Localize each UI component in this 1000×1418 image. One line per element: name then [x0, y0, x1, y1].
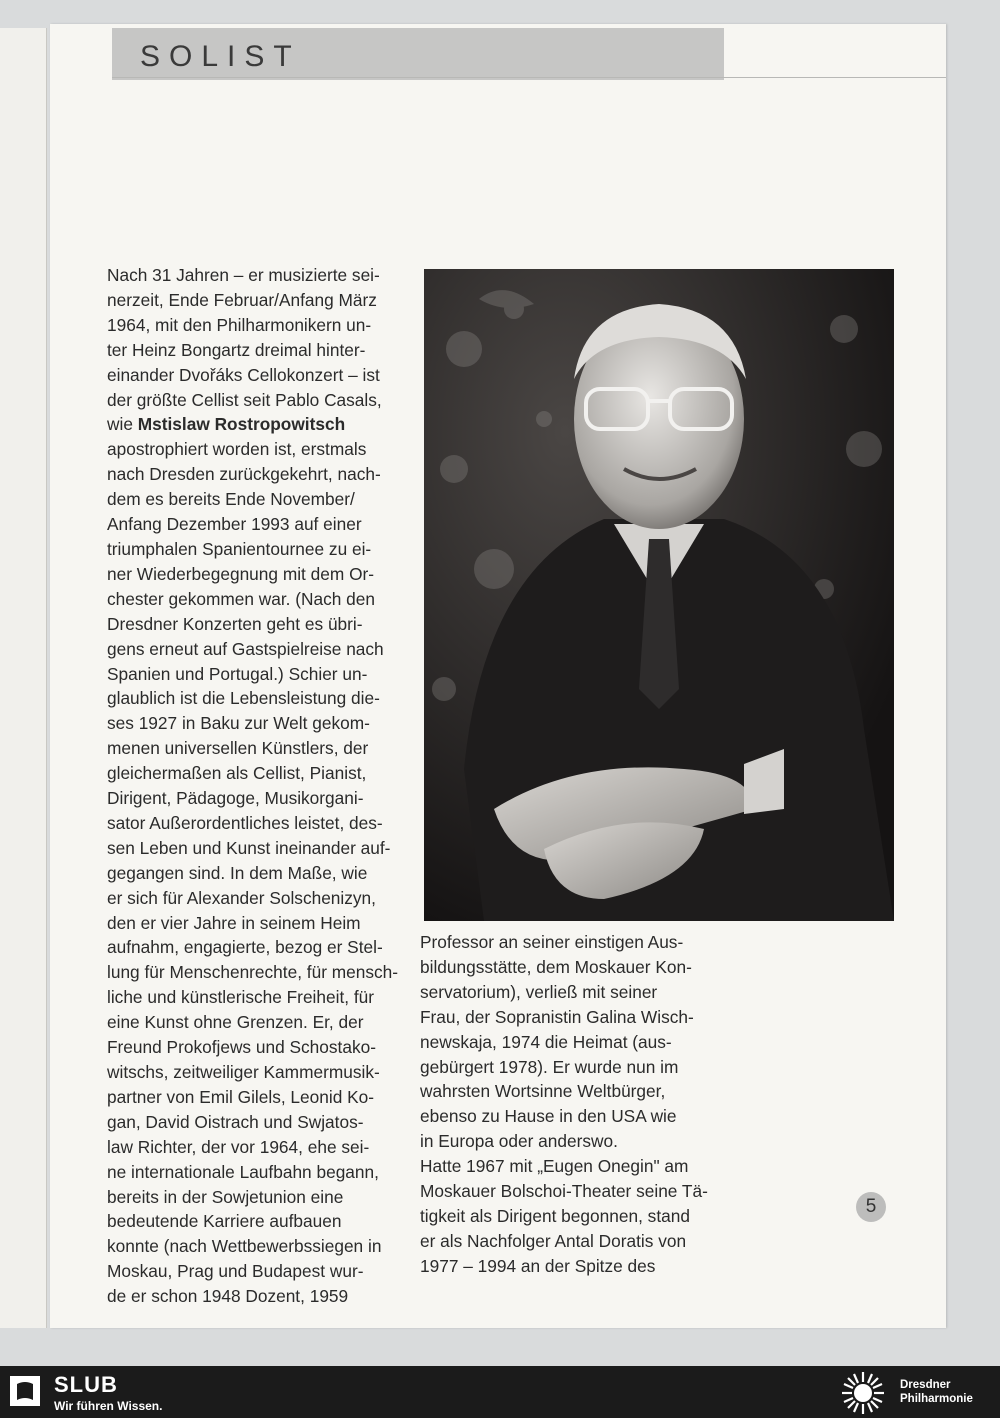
- text-line: Moskau, Prag und Budapest wur-: [107, 1261, 364, 1282]
- text-line: konnte (nach Wettbewerbssiegen in: [107, 1236, 382, 1257]
- portrait-illustration: [424, 269, 894, 921]
- text-line: Spanien und Portugal.) Schier un-: [107, 663, 368, 684]
- text-line: Freund Prokofjews und Schostako-: [107, 1037, 376, 1058]
- text-line: law Richter, der vor 1964, ehe sei-: [107, 1136, 370, 1157]
- text-line: tigkeit als Dirigent begonnen, stand: [420, 1205, 690, 1226]
- text-line: 1977 – 1994 an der Spitze des: [420, 1255, 656, 1276]
- text-line: bedeutende Karriere aufbauen: [107, 1211, 342, 1232]
- text-line: er als Nachfolger Antal Doratis von: [420, 1230, 687, 1251]
- text-line: gegangen sind. In dem Maße, wie: [107, 862, 368, 883]
- text-line: gan, David Oistrach und Swjatos-: [107, 1111, 364, 1132]
- text-line: chester gekommen war. (Nach den: [107, 588, 375, 609]
- text-line: dem es bereits Ende November/: [107, 489, 355, 510]
- header-rule: [112, 77, 946, 78]
- text-line: witschs, zeitweiliger Kammermusik-: [107, 1062, 380, 1082]
- text-line: Frau, der Sopranistin Galina Wisch-: [420, 1006, 694, 1027]
- text-line: lung für Menschenrechte, für mensch-: [107, 962, 399, 983]
- text-line: [107, 412, 401, 437]
- text-line: aufnahm, engagierte, bezog er Stel-: [107, 937, 383, 958]
- text-line: newskaja, 1974 die Heimat (aus-: [420, 1031, 672, 1052]
- text-line: gleichermaßen als Cellist, Pianist,: [107, 763, 367, 784]
- text-line: de er schon 1948 Dozent, 1959: [107, 1286, 349, 1307]
- text-line: er sich für Alexander Solschenizyn,: [107, 887, 376, 908]
- section-header: [112, 28, 724, 80]
- page-number: 5: [856, 1192, 886, 1222]
- text-line: sen Leben und Kunst ineinander auf-: [107, 837, 391, 858]
- section-title: SOLIST: [140, 40, 301, 73]
- text-line: glaublich ist die Lebensleistung die-: [107, 688, 380, 709]
- text-line: Anfang Dezember 1993 auf einer: [107, 514, 362, 535]
- text-line: ebenso zu Hause in den USA wie: [420, 1106, 677, 1127]
- soloist-name: Mstislaw Rostropowitsch: [137, 414, 346, 435]
- text-line: wahrsten Wortsinne Weltbürger,: [420, 1081, 666, 1102]
- document-page: [50, 24, 946, 1328]
- text-line: nach Dresden zurückgekehrt, nach-: [107, 464, 381, 485]
- text-line: Hatte 1967 mit „Eugen Onegin" am: [420, 1156, 689, 1177]
- text-line: eine Kunst ohne Grenzen. Er, der: [107, 1012, 364, 1033]
- text-line: bereits in der Sowjetunion eine: [107, 1186, 344, 1207]
- text-line: 1964, mit den Philharmonikern un-: [107, 314, 372, 335]
- portrait-photo: [424, 269, 894, 921]
- text-line: menen universellen Künstlers, der: [107, 738, 369, 759]
- text-line: bildungsstätte, dem Moskauer Kon-: [420, 956, 692, 977]
- text-line: servatorium), verließ mit seiner: [420, 981, 658, 1002]
- text-line: nerzeit, Ende Februar/Anfang März: [107, 289, 377, 310]
- text-line: Dirigent, Pädagoge, Musikorgani-: [107, 788, 364, 809]
- text-line: Dresdner Konzerten geht es übri-: [107, 613, 363, 634]
- text-line: in Europa oder anderswo.: [420, 1131, 618, 1152]
- text-line: Moskauer Bolschoi-Theater seine Tä-: [420, 1181, 708, 1202]
- text-line: Professor an seiner einstigen Aus-: [420, 932, 684, 952]
- slub-logo-icon: [10, 1376, 40, 1406]
- facing-page-edge: [0, 28, 47, 1328]
- text-line: liche und künstlerische Freiheit, für: [107, 987, 375, 1008]
- left-text-column: [107, 263, 401, 1309]
- text-line: gebürgert 1978). Er wurde nun im: [420, 1056, 679, 1077]
- philharmonie-logo-icon: [840, 1370, 886, 1416]
- text-line: ner Wiederbegegnung mit dem Or-: [107, 563, 375, 584]
- text-line: ter Heinz Bongartz dreimal hinter-: [107, 339, 366, 360]
- text-line: ses 1927 in Baku zur Welt gekom-: [107, 713, 370, 734]
- text-line: ne internationale Laufbahn begann,: [107, 1161, 379, 1182]
- library-tagline: Wir führen Wissen.: [54, 1399, 163, 1413]
- text-fragment: wie: [107, 414, 138, 435]
- library-name: SLUB: [54, 1372, 118, 1397]
- text-line: triumphalen Spanientournee zu ei-: [107, 538, 372, 559]
- footer-bar: [0, 1366, 1000, 1418]
- text-line: gens erneut auf Gastspielreise nach: [107, 638, 384, 659]
- right-text-column: [420, 930, 716, 1279]
- text-line: apostrophiert worden ist, erstmals: [107, 439, 367, 460]
- text-line: Nach 31 Jahren – er musizierte sei-: [107, 265, 380, 285]
- orchestra-name: Dresdner Philharmonie: [900, 1379, 973, 1405]
- text-line: den er vier Jahre in seinem Heim: [107, 912, 361, 933]
- text-line: sator Außerordentliches leistet, des-: [107, 812, 383, 833]
- text-line: partner von Emil Gilels, Leonid Ko-: [107, 1086, 375, 1107]
- text-line: der größte Cellist seit Pablo Casals,: [107, 389, 382, 410]
- text-line: einander Dvořáks Cellokonzert – ist: [107, 364, 380, 385]
